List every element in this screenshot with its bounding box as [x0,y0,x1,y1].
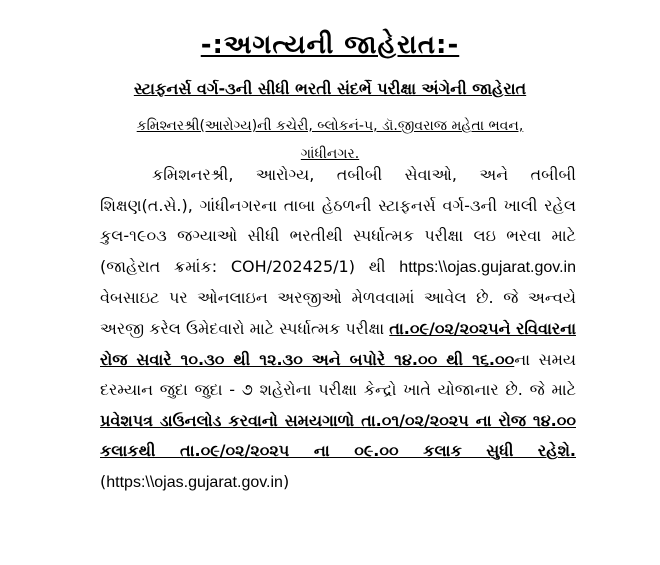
office-address-line-2: ગાંધીનગર. [300,146,360,162]
ojas-url: https:\\ojas.gujarat.gov.in [399,258,576,276]
ojas-url-2: https:\\ojas.gujarat.gov.in [106,473,283,491]
exam-schedule: તા.૦૯/૦૨/૨૦૨૫ને રવિવારના રોજ સવારે ૧૦.૩૦ થી ૧૨.૩૦ અને બપોરે ૧૪.૦૦ થી ૧૬.૦૦ [100,318,576,369]
office-address-line-1: કમિશ્નરશ્રી(આરોગ્ય)ની કચેરી, બ્લોકનં-૫, ડૉ.જીવરાજ મહેતા ભવન, [136,118,524,134]
body-centres-text: ના સમય દરમ્યાન જુદા જુદા - ૭ શહેરોના પરીક્ષા કેન્દ્રો ખાતે યોજાનાર છે. જે માટે [100,349,576,400]
notice-subtitle: સ્ટાફનર્સ વર્ગ-૩ની સીધી ભરતી સંદર્ભે પરીક્ષા અંગેની જાહેરાત [133,79,527,98]
notice-body [100,160,576,499]
url-close-paren: ) [282,471,290,491]
body-intro: કમિશનરશ્રી, આરોગ્ય, તબીબી સેવાઓ, અને તબીબી શિક્ષણ(ત.સે.), ગાંધીનગરના તાબા હેઠળની સ્ટાફનર્સ વર્ગ-૩ની ખાલી રહેલ કુલ-૧૯૦૩ જગ્યાઓ સીધી ભરતીથી સ્પર્ધાત્મક પરીક્ષા લઇ ભરવા માટે (જાહેરાત ક્રમાંક: COH/202425/1) થી [100,165,576,276]
hall-ticket-window: પ્રવેશપત્ર ડાઉનલોડ કરવાનો સમયગાળો તા.૦૧/૦૨/૨૦૨૫ ના રોજ ૧૪.૦૦ કલાકથી તા.૦૯/૦૨/૨૦૨૫ ના ૦૯.૦૦ કલાક સુધી રહેશે. [100,410,576,461]
url-open-paren: ( [100,471,107,491]
body-application-text: વેબસાઇટ પર ઓનલાઇન અરજીઓ મેળવવામાં આવેલ છે. જે અન્વયે અરજી કરેલ ઉમેદવારો માટે સ્પર્ધાત્મક પરીક્ષા [100,288,576,338]
notice-title: -:અગત્યની જાહેરાત:- [200,30,460,60]
